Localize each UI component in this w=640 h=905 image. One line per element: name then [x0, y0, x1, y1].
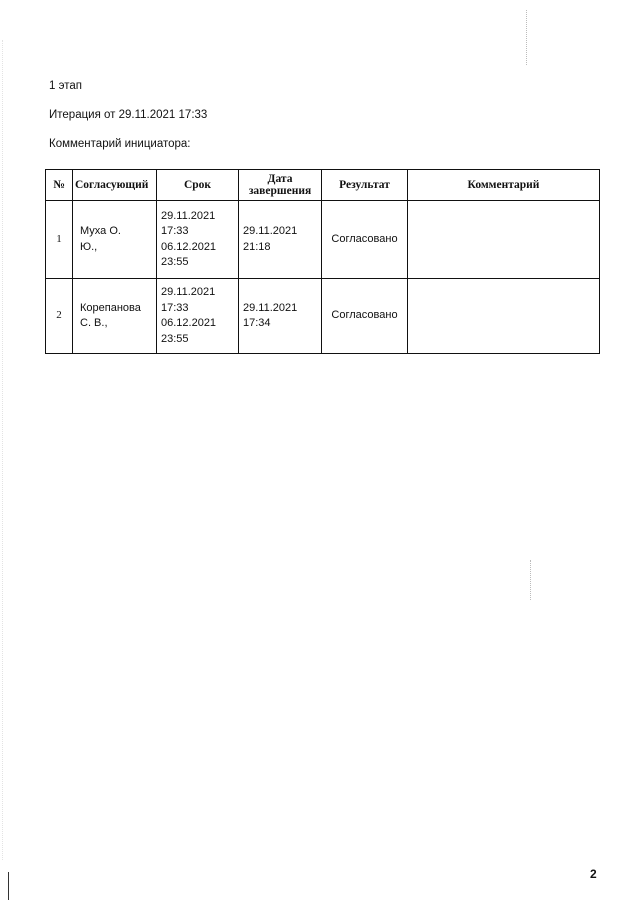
approver-name-line: С. В.,	[80, 317, 108, 329]
deadline-cell	[157, 279, 239, 354]
column-header-deadline: Срок	[157, 170, 239, 201]
completion-date: 29.11.2021	[243, 225, 298, 237]
table-row	[46, 201, 600, 279]
deadline-start-date: 29.11.2021	[161, 286, 216, 298]
scan-artifact-line	[530, 560, 531, 600]
table-header-row	[46, 170, 600, 201]
deadline-end-time: 23:55	[161, 256, 189, 268]
column-header-number: №	[46, 170, 73, 201]
approver-cell	[73, 279, 157, 354]
stage-label: 1 этап	[49, 80, 82, 92]
comment-cell	[408, 201, 600, 279]
scan-artifact-line	[2, 40, 3, 860]
approvals-table	[45, 169, 600, 354]
result-cell: Согласовано	[322, 279, 408, 354]
iteration-label: Итерация от 29.11.2021 17:33	[49, 109, 208, 121]
row-number: 2	[46, 279, 73, 354]
deadline-start-date: 29.11.2021	[161, 209, 216, 222]
deadline-end-date: 06.12.2021	[161, 317, 217, 329]
completion-date: 29.11.2021	[243, 301, 298, 314]
page-number: 2	[590, 867, 597, 881]
approver-name-line: Муха О.	[80, 225, 121, 237]
initiator-comment-label: Комментарий инициатора:	[49, 138, 191, 150]
completion-time: 21:18	[243, 240, 271, 253]
scan-artifact-line	[526, 10, 527, 65]
row-number: 1	[46, 201, 73, 279]
completion-cell	[239, 201, 322, 279]
column-header-completion-date: Дата завершения	[239, 170, 322, 201]
column-header-approver: Согласующий	[73, 170, 157, 201]
deadline-start-time: 17:33	[161, 225, 189, 237]
column-header-result: Результат	[322, 170, 408, 201]
scan-artifact-line	[8, 872, 9, 900]
deadline-cell	[157, 201, 239, 279]
approver-name-line: Корепанова	[80, 301, 141, 314]
completion-cell	[239, 279, 322, 354]
approver-cell	[73, 201, 157, 279]
deadline-end-time: 23:55	[161, 332, 189, 345]
table-row	[46, 279, 600, 354]
result-cell: Согласовано	[322, 201, 408, 279]
approver-name-line: Ю.,	[80, 240, 98, 253]
completion-time: 17:34	[243, 317, 271, 329]
deadline-end-date: 06.12.2021	[161, 240, 217, 253]
column-header-comment: Комментарий	[408, 170, 600, 201]
comment-cell	[408, 279, 600, 354]
deadline-start-time: 17:33	[161, 301, 189, 314]
